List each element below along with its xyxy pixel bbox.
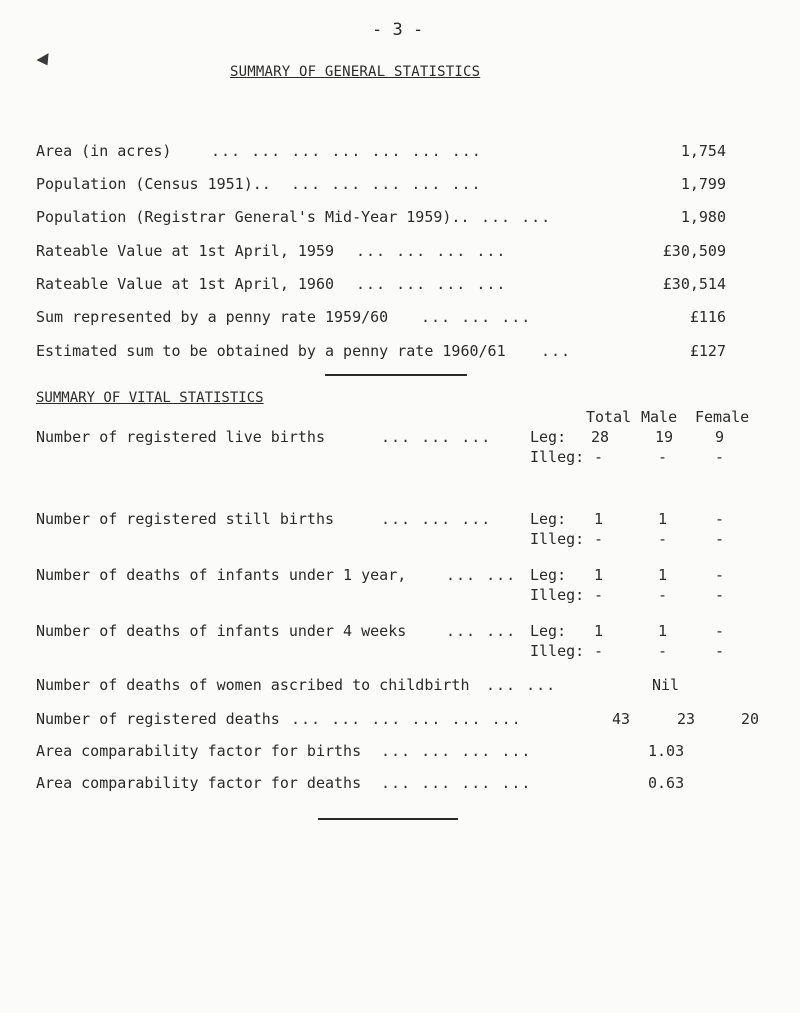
value-male: - [658, 530, 668, 548]
row-value: 1,799 [680, 175, 726, 193]
value-total: 1 [594, 622, 604, 640]
value-total: 1 [594, 566, 604, 584]
row-label: Population (Census 1951).. [36, 175, 271, 193]
row-value: 1,980 [680, 208, 726, 226]
leader-dots: ... ... [446, 566, 517, 584]
general-row [36, 275, 726, 297]
value-female: - [715, 642, 725, 660]
status-leg: Leg: [530, 428, 567, 446]
general-statistics-title: SUMMARY OF GENERAL STATISTICS [230, 64, 481, 80]
value-total: - [594, 642, 604, 660]
status-leg: Leg: [530, 566, 567, 584]
value-female: - [715, 586, 725, 604]
general-row [36, 142, 726, 164]
leader-dots: ... ... ... ... [381, 774, 532, 792]
value-total: 1 [594, 510, 604, 528]
row-label: Area (in acres) [36, 142, 172, 160]
page-number: - 3 - [372, 20, 424, 40]
row-value: £127 [689, 342, 726, 360]
leader-dots: ... ... [446, 622, 517, 640]
leader-dots: ... ... ... [421, 308, 532, 326]
value-total: 0.63 [648, 774, 685, 792]
row-label: Number of registered deaths [36, 710, 280, 728]
section-divider [325, 374, 467, 376]
value-male: - [658, 642, 668, 660]
general-row [36, 308, 726, 330]
row-label: Rateable Value at 1st April, 1959 [36, 242, 335, 260]
leader-dots: ... ... [486, 676, 557, 694]
row-label: Rateable Value at 1st April, 1960 [36, 275, 335, 293]
vital-statistics-title: SUMMARY OF VITAL STATISTICS [36, 390, 264, 406]
general-row [36, 242, 726, 264]
value-female: 9 [715, 428, 725, 446]
status-leg: Leg: [530, 622, 567, 640]
row-label: Number of deaths of women ascribed to childbirth [36, 676, 470, 694]
value-male: 23 [677, 710, 696, 728]
leader-dots: ... ... ... ... ... ... [291, 710, 522, 728]
row-label: Number of deaths of infants under 1 year, [36, 566, 407, 584]
leader-dots: ... [541, 342, 572, 360]
corner-mark-icon [36, 53, 53, 69]
row-value: £30,509 [662, 242, 726, 260]
row-label: Area comparability factor for births [36, 742, 362, 760]
status-illeg: Illeg: [530, 642, 585, 660]
value-male: 19 [655, 428, 674, 446]
row-value: £116 [689, 308, 726, 326]
leader-dots: ... ... ... ... ... ... ... [211, 142, 482, 160]
status-illeg: Illeg: [530, 530, 585, 548]
value-total: Nil [652, 676, 680, 694]
value-total: 43 [612, 710, 631, 728]
value-male: 1 [658, 510, 668, 528]
leader-dots: ... ... ... ... [356, 242, 507, 260]
leader-dots: ... ... ... ... [381, 742, 532, 760]
status-leg: Leg: [530, 510, 567, 528]
leader-dots: ... ... ... [381, 510, 492, 528]
header-male: Male [641, 408, 678, 426]
value-total: - [594, 586, 604, 604]
value-female: - [715, 510, 725, 528]
leader-dots: ... ... ... [381, 428, 492, 446]
general-row [36, 342, 726, 364]
value-female: - [715, 530, 725, 548]
value-male: 1 [658, 622, 668, 640]
value-total: 1.03 [648, 742, 685, 760]
value-female: - [715, 448, 725, 466]
leader-dots: ... ... [481, 208, 552, 226]
row-label: Number of registered still births [36, 510, 335, 528]
row-label: Number of deaths of infants under 4 weeks [36, 622, 407, 640]
value-male: - [658, 586, 668, 604]
row-label: Population (Registrar General's Mid-Year 1959).. [36, 208, 470, 226]
row-value: £30,514 [662, 275, 726, 293]
header-total: Total [586, 408, 632, 426]
value-total: - [594, 530, 604, 548]
end-divider [318, 818, 458, 820]
value-total: 28 [591, 428, 610, 446]
row-label: Sum represented by a penny rate 1959/60 [36, 308, 389, 326]
row-label: Area comparability factor for deaths [36, 774, 362, 792]
value-female: - [715, 622, 725, 640]
leader-dots: ... ... ... ... ... [291, 175, 482, 193]
row-value: 1,754 [680, 142, 726, 160]
value-female: 20 [741, 710, 760, 728]
value-total: - [594, 448, 604, 466]
header-female: Female [695, 408, 750, 426]
general-row [36, 208, 726, 230]
value-male: 1 [658, 566, 668, 584]
status-illeg: Illeg: [530, 448, 585, 466]
value-female: - [715, 566, 725, 584]
row-label: Estimated sum to be obtained by a penny rate 1960/61 [36, 342, 506, 360]
row-label: Number of registered live births [36, 428, 325, 446]
value-male: - [658, 448, 668, 466]
general-row [36, 175, 726, 197]
status-illeg: Illeg: [530, 586, 585, 604]
leader-dots: ... ... ... ... [356, 275, 507, 293]
